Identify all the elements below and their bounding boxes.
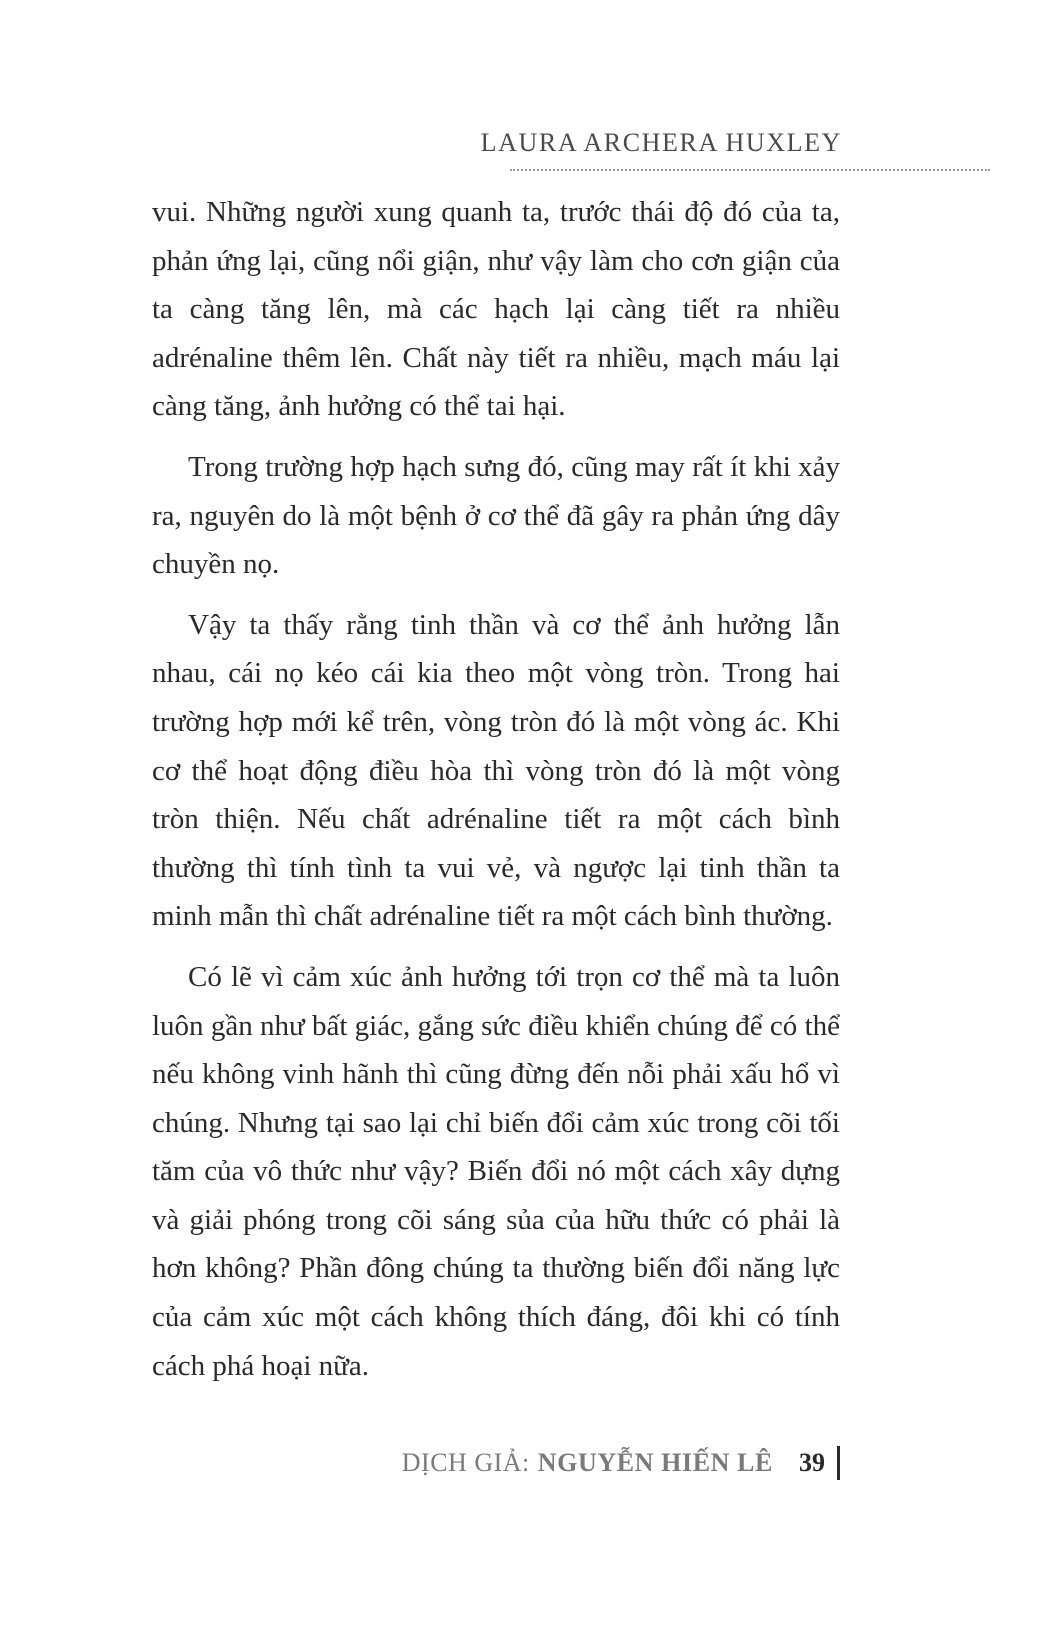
header-dotted-rule: [510, 169, 990, 171]
body-text: [152, 188, 840, 1402]
paragraph: Vậy ta thấy rằng tinh thần và cơ thể ảnh hưởng lẫn nhau, cái nọ kéo cái kia theo một vòng tròn. Trong hai trường hợp mới kể trên, vòng tròn đó là một vòng ác. Khi cơ thể hoạt động điều hòa thì vòng tròn đó là một vòng tròn thiện. Nếu chất adrénaline tiết ra một cách bình thường thì tính tình ta vui vẻ, và ngược lại tinh thần ta minh mẫn thì chất adrénaline tiết ra một cách bình thường.: [152, 608, 840, 933]
page-number-bar: [837, 1446, 840, 1480]
paragraph: Có lẽ vì cảm xúc ảnh hưởng tới trọn cơ thể mà ta luôn luôn gần như bất giác, gắng sức điều khiển chúng để có thể nếu không vinh hãnh thì cũng đừng đến nỗi phải xấu hổ vì chúng. Nhưng tại sao lại chỉ biến đổi cảm xúc trong cõi tối tăm của vô thức như vậy? Biến đổi nó một cách xây dựng và giải phóng trong cõi sáng sủa của hữu thức có phải là hơn không? Phần đông chúng ta thường biến đổi năng lực của cảm xúc một cách không thích đáng, đôi khi có tính cách phá hoại nữa.: [152, 960, 840, 1382]
running-header-title: LAURA ARCHERA HUXLEY: [480, 128, 842, 157]
translator-label: DỊCH GIẢ:: [401, 1448, 530, 1477]
page-footer: [402, 1446, 840, 1480]
page-number: 39: [799, 1448, 825, 1477]
paragraph: Trong trường hợp hạch sưng đó, cũng may rất ít khi xảy ra, nguyên do là một bệnh ở cơ thể đã gây ra phản ứng dây chuyền nọ.: [152, 450, 840, 581]
translator-name: NGUYỄN HIẾN LÊ: [537, 1448, 773, 1477]
paragraph-continuation: vui. Những người xung quanh ta, trước thái độ đó của ta, phản ứng lại, cũng nổi giận, như vậy làm cho cơn giận của ta càng tăng lên, mà các hạch lại càng tiết ra nhiều adrénaline thêm lên. Chất này tiết ra nhiều, mạch máu lại càng tăng, ảnh hưởng có thể tai hại.: [152, 196, 840, 423]
